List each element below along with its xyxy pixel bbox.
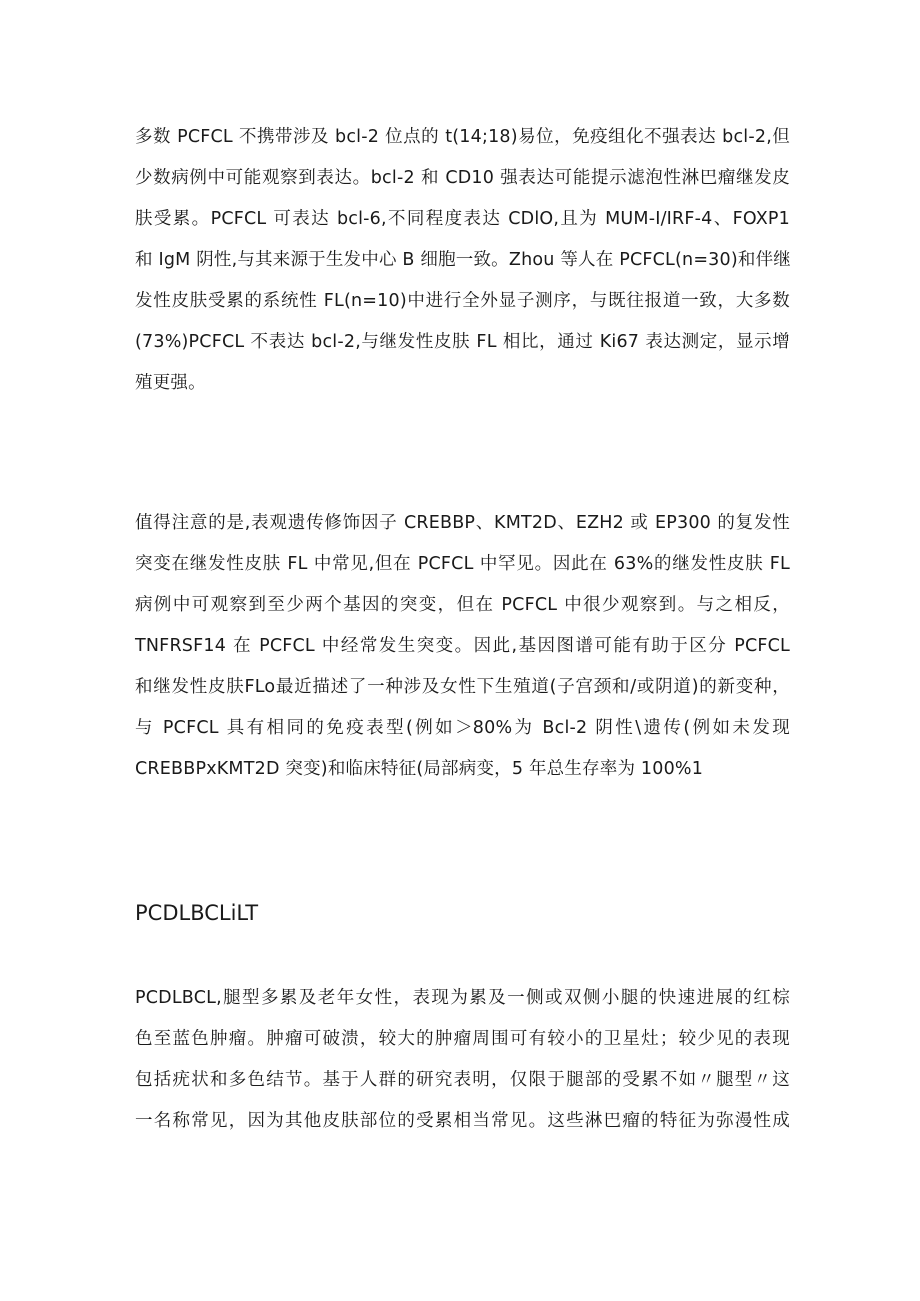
text-line: 与 PCFCL 具有相同的免疫表型(例如＞80%为 Bcl-2 阴性\遗传(例如未发现 — [135, 718, 790, 738]
text-line: 包括疣状和多色结节。基于人群的研究表明，仅限于腿部的受累不如〃腿型〃这 — [135, 1070, 790, 1090]
text-line: 肤受累。PCFCL 可表达 bcl-6,不同程度表达 CDlO,且为 MUM-I/IRF-4、FOXP1 — [135, 209, 790, 229]
paragraph-bcl2-expression — [135, 117, 790, 404]
text-line: CREBBPxKMT2D 突变)和临床特征(局部病变，5 年总生存率为 100%1 — [135, 759, 704, 779]
text-line: 和 IgM 阴性,与其来源于生发中心 B 细胞一致。Zhou 等人在 PCFCL(n=30)和伴继 — [135, 250, 791, 270]
text-line: 突变在继发性皮肤 FL 中常见,但在 PCFCL 中罕见。因此在 63%的继发性皮肤 FL — [135, 554, 790, 574]
text-line: 殖更强。 — [135, 373, 206, 393]
text-line: 一名称常见，因为其他皮肤部位的受累相当常见。这些淋巴瘤的特征为弥漫性成 — [135, 1111, 790, 1131]
text-line: 值得注意的是,表观遗传修饰因子 CREBBP、KMT2D、EZH2 或 EP300 的复发性 — [135, 513, 790, 533]
text-line: 色至蓝色肿瘤。肿瘤可破溃，较大的肿瘤周围可有较小的卫星灶；较少见的表现 — [135, 1029, 790, 1049]
section-heading: PCDLBCLiLT — [135, 901, 259, 925]
text-line: 少数病例中可能观察到表达。bcl-2 和 CD10 强表达可能提示滤泡性淋巴瘤继发皮 — [135, 168, 790, 188]
text-line: 多数 PCFCL 不携带涉及 bcl-2 位点的 t(14;18)易位，免疫组化不强表达 bcl-2,但 — [135, 127, 790, 147]
text-line: TNFRSF14 在 PCFCL 中经常发生突变。因此,基因图谱可能有助于区分 PCFCL — [135, 636, 790, 656]
paragraph-epigenetic-mutations — [135, 503, 790, 790]
text-line: (73%)PCFCL 不表达 bcl-2,与继发性皮肤 FL 相比，通过 Ki67 表达测定，显示增 — [135, 332, 790, 352]
text-line: 和继发性皮肤FLo最近描述了一种涉及女性下生殖道(子宫颈和/或阴道)的新变种， — [135, 677, 790, 697]
text-line: PCDLBCL,腿型多累及老年女性，表现为累及一侧或双侧小腿的快速进展的红棕 — [135, 988, 790, 1008]
text-line: 发性皮肤受累的系统性 FL(n=10)中进行全外显子测序，与既往报道一致，大多数 — [135, 291, 790, 311]
paragraph-pcdlbcl-leg-type — [135, 978, 790, 1142]
text-line: 病例中可观察到至少两个基因的突变，但在 PCFCL 中很少观察到。与之相反， — [135, 595, 790, 615]
